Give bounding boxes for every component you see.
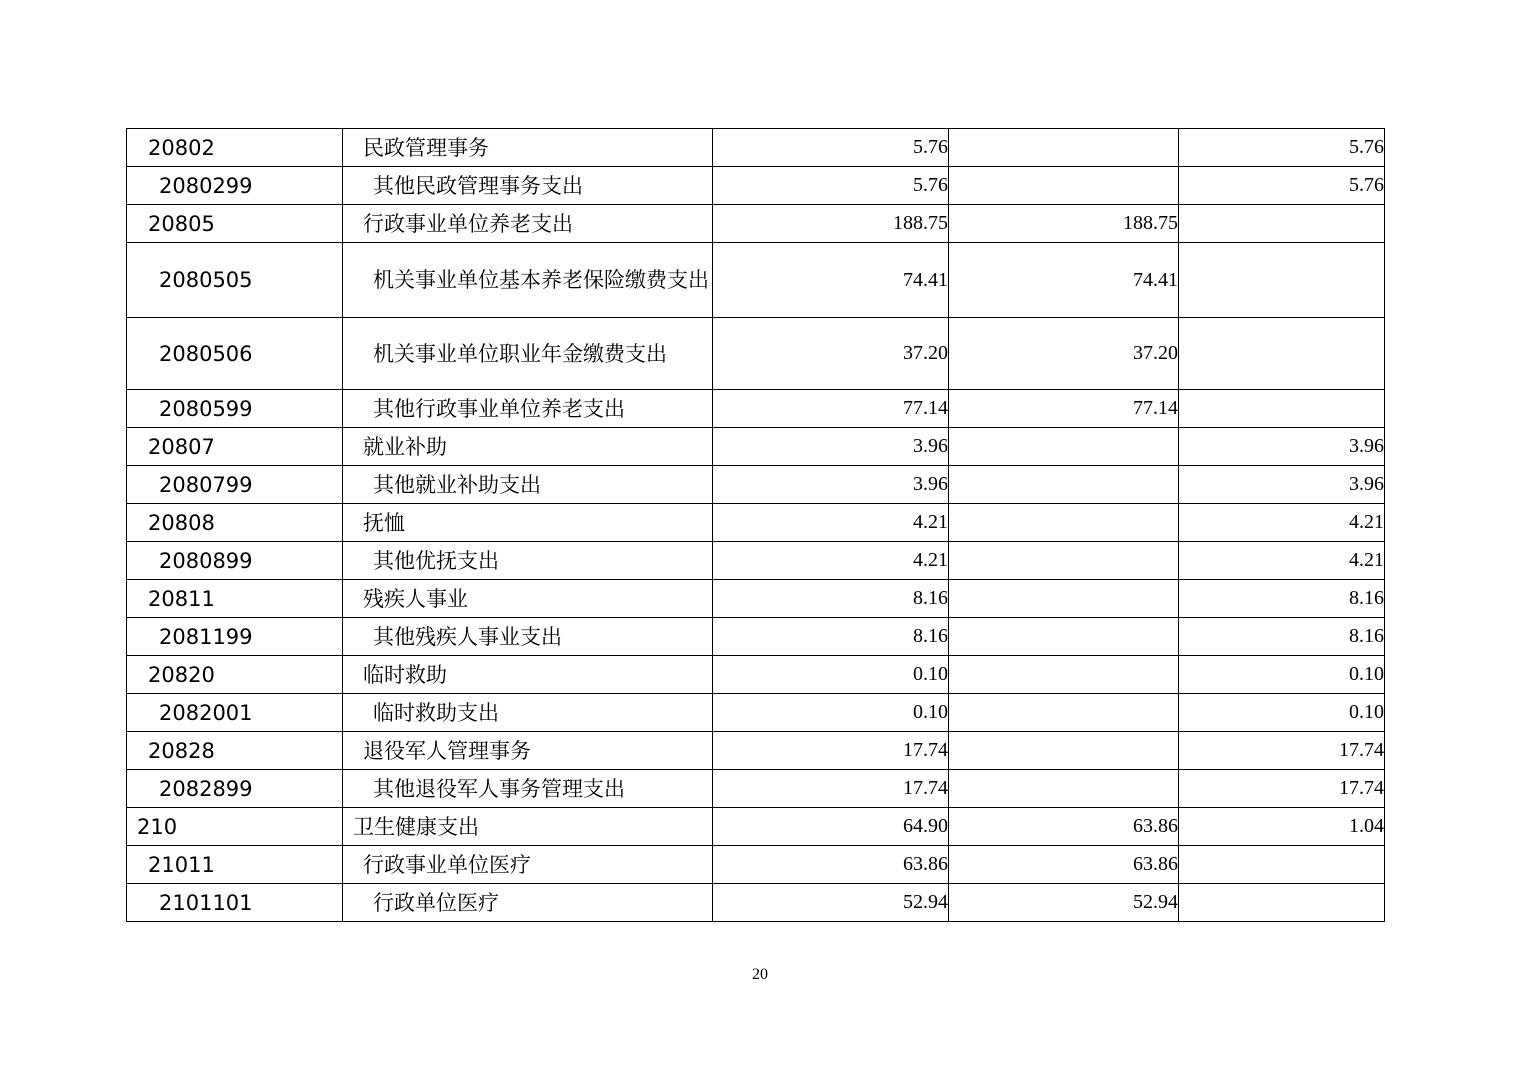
account-code: 20811 [127,580,343,618]
account-name: 抚恤 [343,504,713,542]
basic-amount [949,580,1179,618]
account-code: 2082899 [127,770,343,808]
basic-amount [949,618,1179,656]
total-amount: 64.90 [713,808,949,846]
table-row [127,884,1385,922]
total-amount: 37.20 [713,318,949,390]
account-code: 2082001 [127,694,343,732]
project-amount: 0.10 [1179,656,1385,694]
table-row [127,846,1385,884]
account-name: 其他就业补助支出 [343,466,713,504]
total-amount: 8.16 [713,618,949,656]
table-row [127,656,1385,694]
project-amount: 17.74 [1179,770,1385,808]
basic-amount: 77.14 [949,390,1179,428]
project-amount [1179,884,1385,922]
table-row [127,428,1385,466]
account-name: 其他优抚支出 [343,542,713,580]
total-amount: 74.41 [713,243,949,318]
total-amount: 52.94 [713,884,949,922]
total-amount: 3.96 [713,428,949,466]
total-amount: 5.76 [713,129,949,167]
total-amount: 0.10 [713,656,949,694]
account-code: 2101101 [127,884,343,922]
account-name: 卫生健康支出 [343,808,713,846]
account-code: 2080506 [127,318,343,390]
basic-amount [949,542,1179,580]
total-amount: 4.21 [713,542,949,580]
table-row [127,504,1385,542]
basic-amount [949,129,1179,167]
account-code: 21011 [127,846,343,884]
basic-amount [949,732,1179,770]
project-amount [1179,846,1385,884]
table-row [127,732,1385,770]
account-code: 2080599 [127,390,343,428]
account-code: 20805 [127,205,343,243]
project-amount [1179,205,1385,243]
total-amount: 77.14 [713,390,949,428]
account-code: 2080299 [127,167,343,205]
account-name: 其他民政管理事务支出 [343,167,713,205]
basic-amount: 63.86 [949,808,1179,846]
total-amount: 188.75 [713,205,949,243]
basic-amount [949,428,1179,466]
total-amount: 5.76 [713,167,949,205]
account-code: 20807 [127,428,343,466]
project-amount: 4.21 [1179,542,1385,580]
account-name: 临时救助支出 [343,694,713,732]
basic-amount [949,167,1179,205]
total-amount: 3.96 [713,466,949,504]
table-row [127,167,1385,205]
account-code: 2080799 [127,466,343,504]
project-amount: 8.16 [1179,618,1385,656]
project-amount [1179,390,1385,428]
basic-amount [949,466,1179,504]
account-name: 行政单位医疗 [343,884,713,922]
project-amount: 5.76 [1179,129,1385,167]
project-amount: 1.04 [1179,808,1385,846]
account-name: 临时救助 [343,656,713,694]
basic-amount: 74.41 [949,243,1179,318]
account-name: 其他行政事业单位养老支出 [343,390,713,428]
basic-amount [949,504,1179,542]
account-name: 行政事业单位养老支出 [343,205,713,243]
account-code: 20802 [127,129,343,167]
basic-amount [949,694,1179,732]
account-name: 行政事业单位医疗 [343,846,713,884]
account-code: 20808 [127,504,343,542]
basic-amount: 37.20 [949,318,1179,390]
account-name: 退役军人管理事务 [343,732,713,770]
basic-amount [949,770,1179,808]
table-row [127,243,1385,318]
total-amount: 63.86 [713,846,949,884]
account-code: 2080899 [127,542,343,580]
account-name: 机关事业单位基本养老保险缴费支出 [343,243,713,318]
table-row [127,694,1385,732]
basic-amount: 63.86 [949,846,1179,884]
account-name: 就业补助 [343,428,713,466]
project-amount: 3.96 [1179,466,1385,504]
project-amount: 5.76 [1179,167,1385,205]
account-name: 其他残疾人事业支出 [343,618,713,656]
total-amount: 0.10 [713,694,949,732]
account-name: 其他退役军人事务管理支出 [343,770,713,808]
project-amount: 0.10 [1179,694,1385,732]
project-amount: 8.16 [1179,580,1385,618]
basic-amount [949,656,1179,694]
project-amount [1179,243,1385,318]
table-row [127,770,1385,808]
account-code: 2080505 [127,243,343,318]
basic-amount: 188.75 [949,205,1179,243]
account-name: 残疾人事业 [343,580,713,618]
table-row [127,580,1385,618]
basic-amount: 52.94 [949,884,1179,922]
account-code: 20828 [127,732,343,770]
account-code: 210 [127,808,343,846]
table-row [127,542,1385,580]
table-row [127,466,1385,504]
table-row [127,808,1385,846]
total-amount: 4.21 [713,504,949,542]
account-code: 2081199 [127,618,343,656]
table-row [127,390,1385,428]
table-row [127,318,1385,390]
total-amount: 8.16 [713,580,949,618]
table-row [127,618,1385,656]
total-amount: 17.74 [713,770,949,808]
account-code: 20820 [127,656,343,694]
table-row [127,205,1385,243]
account-name: 机关事业单位职业年金缴费支出 [343,318,713,390]
project-amount: 4.21 [1179,504,1385,542]
total-amount: 17.74 [713,732,949,770]
project-amount: 17.74 [1179,732,1385,770]
page-number: 20 [752,966,768,983]
expenditure-table [126,128,1385,922]
project-amount: 3.96 [1179,428,1385,466]
table-row [127,129,1385,167]
project-amount [1179,318,1385,390]
account-name: 民政管理事务 [343,129,713,167]
